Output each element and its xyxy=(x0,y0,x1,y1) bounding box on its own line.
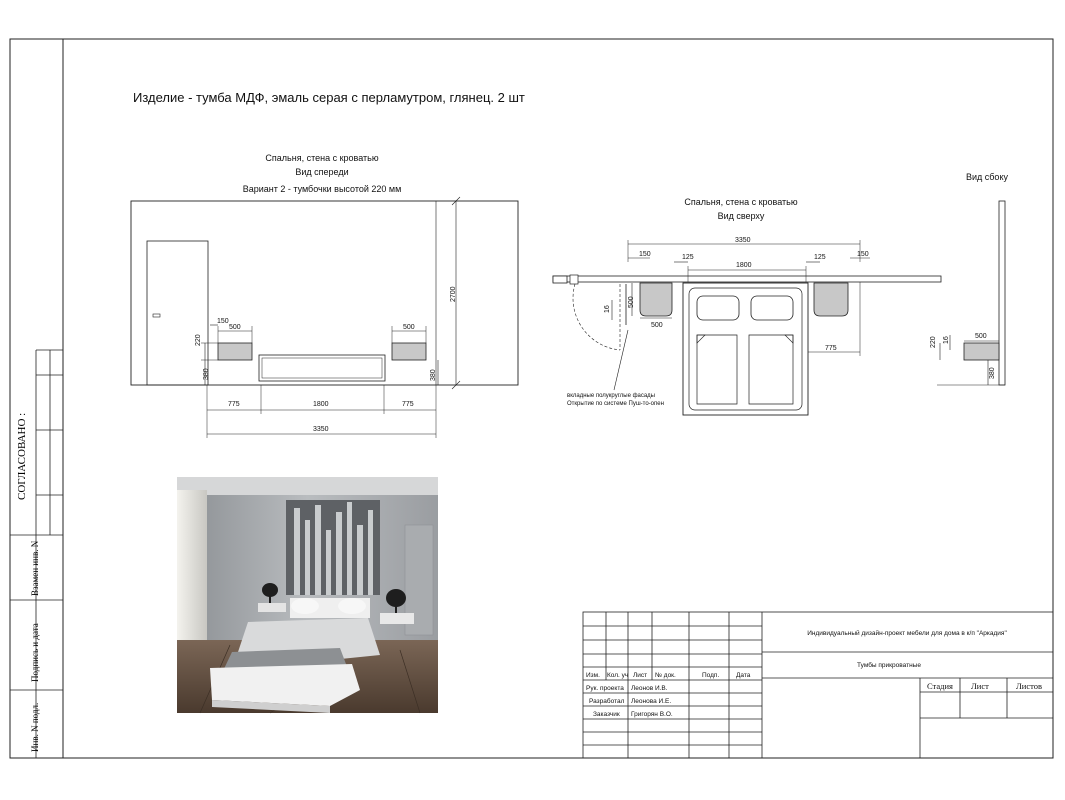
front-view xyxy=(131,153,518,438)
dim-150-top-right: 150 xyxy=(857,251,869,258)
nightstand-right xyxy=(392,343,426,360)
project-name: Индивидуальный дизайн-проект мебели для дома в к/п "Аркадия" xyxy=(807,630,1007,637)
sheets-label: Листов xyxy=(1016,681,1042,691)
sheet-label: Лист xyxy=(971,681,989,691)
door-swing xyxy=(573,284,620,350)
hdr-list: Лист xyxy=(633,672,648,679)
left-strip xyxy=(10,350,63,758)
dim-380-left: 380 xyxy=(203,368,210,380)
hdr-doc: № док. xyxy=(655,672,676,679)
row-name-1: Леонов И.В. xyxy=(631,685,668,692)
pillow-left xyxy=(697,296,739,320)
dim-775-left: 775 xyxy=(228,401,240,408)
pillow-right xyxy=(751,296,793,320)
dim-125-top-right: 125 xyxy=(814,254,826,261)
hdr-sign: Подп. xyxy=(702,672,720,679)
replace-inv-label: Взамен инв. N xyxy=(30,540,40,596)
nightstand-top-left xyxy=(640,283,672,316)
dim-3350-front: 3350 xyxy=(313,426,329,433)
dim-125-top-left: 125 xyxy=(682,254,694,261)
side-wall xyxy=(999,201,1005,385)
dim-380-right: 380 xyxy=(430,369,437,381)
title-block-text xyxy=(586,629,1042,718)
front-heading-2: Вид спереди xyxy=(295,167,349,177)
nightstand-top-right xyxy=(814,283,848,316)
dim-220-front: 220 xyxy=(195,334,202,346)
door xyxy=(147,241,208,385)
top-heading-2: Вид сверху xyxy=(717,211,765,221)
hdr-date: Дата xyxy=(736,672,751,679)
note-push-open: Открытие по системе Пуш-то-опен xyxy=(567,401,664,407)
dim-220-side: 220 xyxy=(930,336,937,348)
dim-775-right: 775 xyxy=(402,401,414,408)
row-role-1: Рук. проекта xyxy=(586,685,624,692)
sign-date-label: Подпись и дата xyxy=(30,623,40,682)
side-view xyxy=(930,172,1008,385)
dim-2700: 2700 xyxy=(450,286,457,302)
dim-1800-front: 1800 xyxy=(313,401,329,408)
approved-label: СОГЛАСОВАНО : xyxy=(16,412,28,500)
hdr-kol: Кол. уч xyxy=(607,672,629,679)
top-view xyxy=(553,197,941,415)
dim-500-width-top: 500 xyxy=(651,322,663,329)
dim-3350-top: 3350 xyxy=(735,237,751,244)
row-name-3: Григорян В.О. xyxy=(631,711,673,718)
blanket-left xyxy=(697,335,737,404)
note-facades: вкладные полукруглые фасады xyxy=(567,393,655,399)
row-role-2: Разработал xyxy=(589,698,625,705)
dim-16-top: 16 xyxy=(604,305,611,313)
row-name-2: Леонова И.Е. xyxy=(631,698,672,705)
side-heading: Вид сбоку xyxy=(966,172,1008,182)
top-wall xyxy=(553,276,941,282)
row-role-3: Заказчик xyxy=(593,711,620,718)
door-handle xyxy=(153,314,160,317)
dim-150-top-left: 150 xyxy=(639,251,651,258)
front-heading-1: Спальня, стена с кроватью xyxy=(265,153,379,163)
dim-775-top: 775 xyxy=(825,345,837,352)
stage-label: Стадия xyxy=(927,681,953,691)
dim-16-side: 16 xyxy=(943,336,950,344)
dim-500-left: 500 xyxy=(229,324,241,331)
bed-front xyxy=(259,355,385,381)
hdr-izm: Изм. xyxy=(586,672,600,679)
dim-380-side: 380 xyxy=(989,367,996,379)
front-heading-3: Вариант 2 - тумбочки высотой 220 мм xyxy=(242,184,402,194)
inv-orig-label: Инв. N подл. xyxy=(30,702,40,752)
dim-1800-top: 1800 xyxy=(736,262,752,269)
nightstand-left xyxy=(218,343,252,360)
page-title: Изделие - тумба МДФ, эмаль серая с перламутром, глянец. 2 шт xyxy=(133,90,525,105)
top-heading-1: Спальня, стена с кроватью xyxy=(684,197,798,207)
sheet-frame xyxy=(10,39,1053,758)
dim-150-left: 150 xyxy=(217,318,229,325)
nightstand-side xyxy=(964,343,999,360)
dim-500-side: 500 xyxy=(975,333,987,340)
dim-500-depth: 500 xyxy=(628,296,635,308)
blanket-right xyxy=(749,335,793,404)
bedroom-render xyxy=(177,477,438,713)
dim-500-right: 500 xyxy=(403,324,415,331)
item-name: Тумбы прикроватные xyxy=(857,662,921,669)
